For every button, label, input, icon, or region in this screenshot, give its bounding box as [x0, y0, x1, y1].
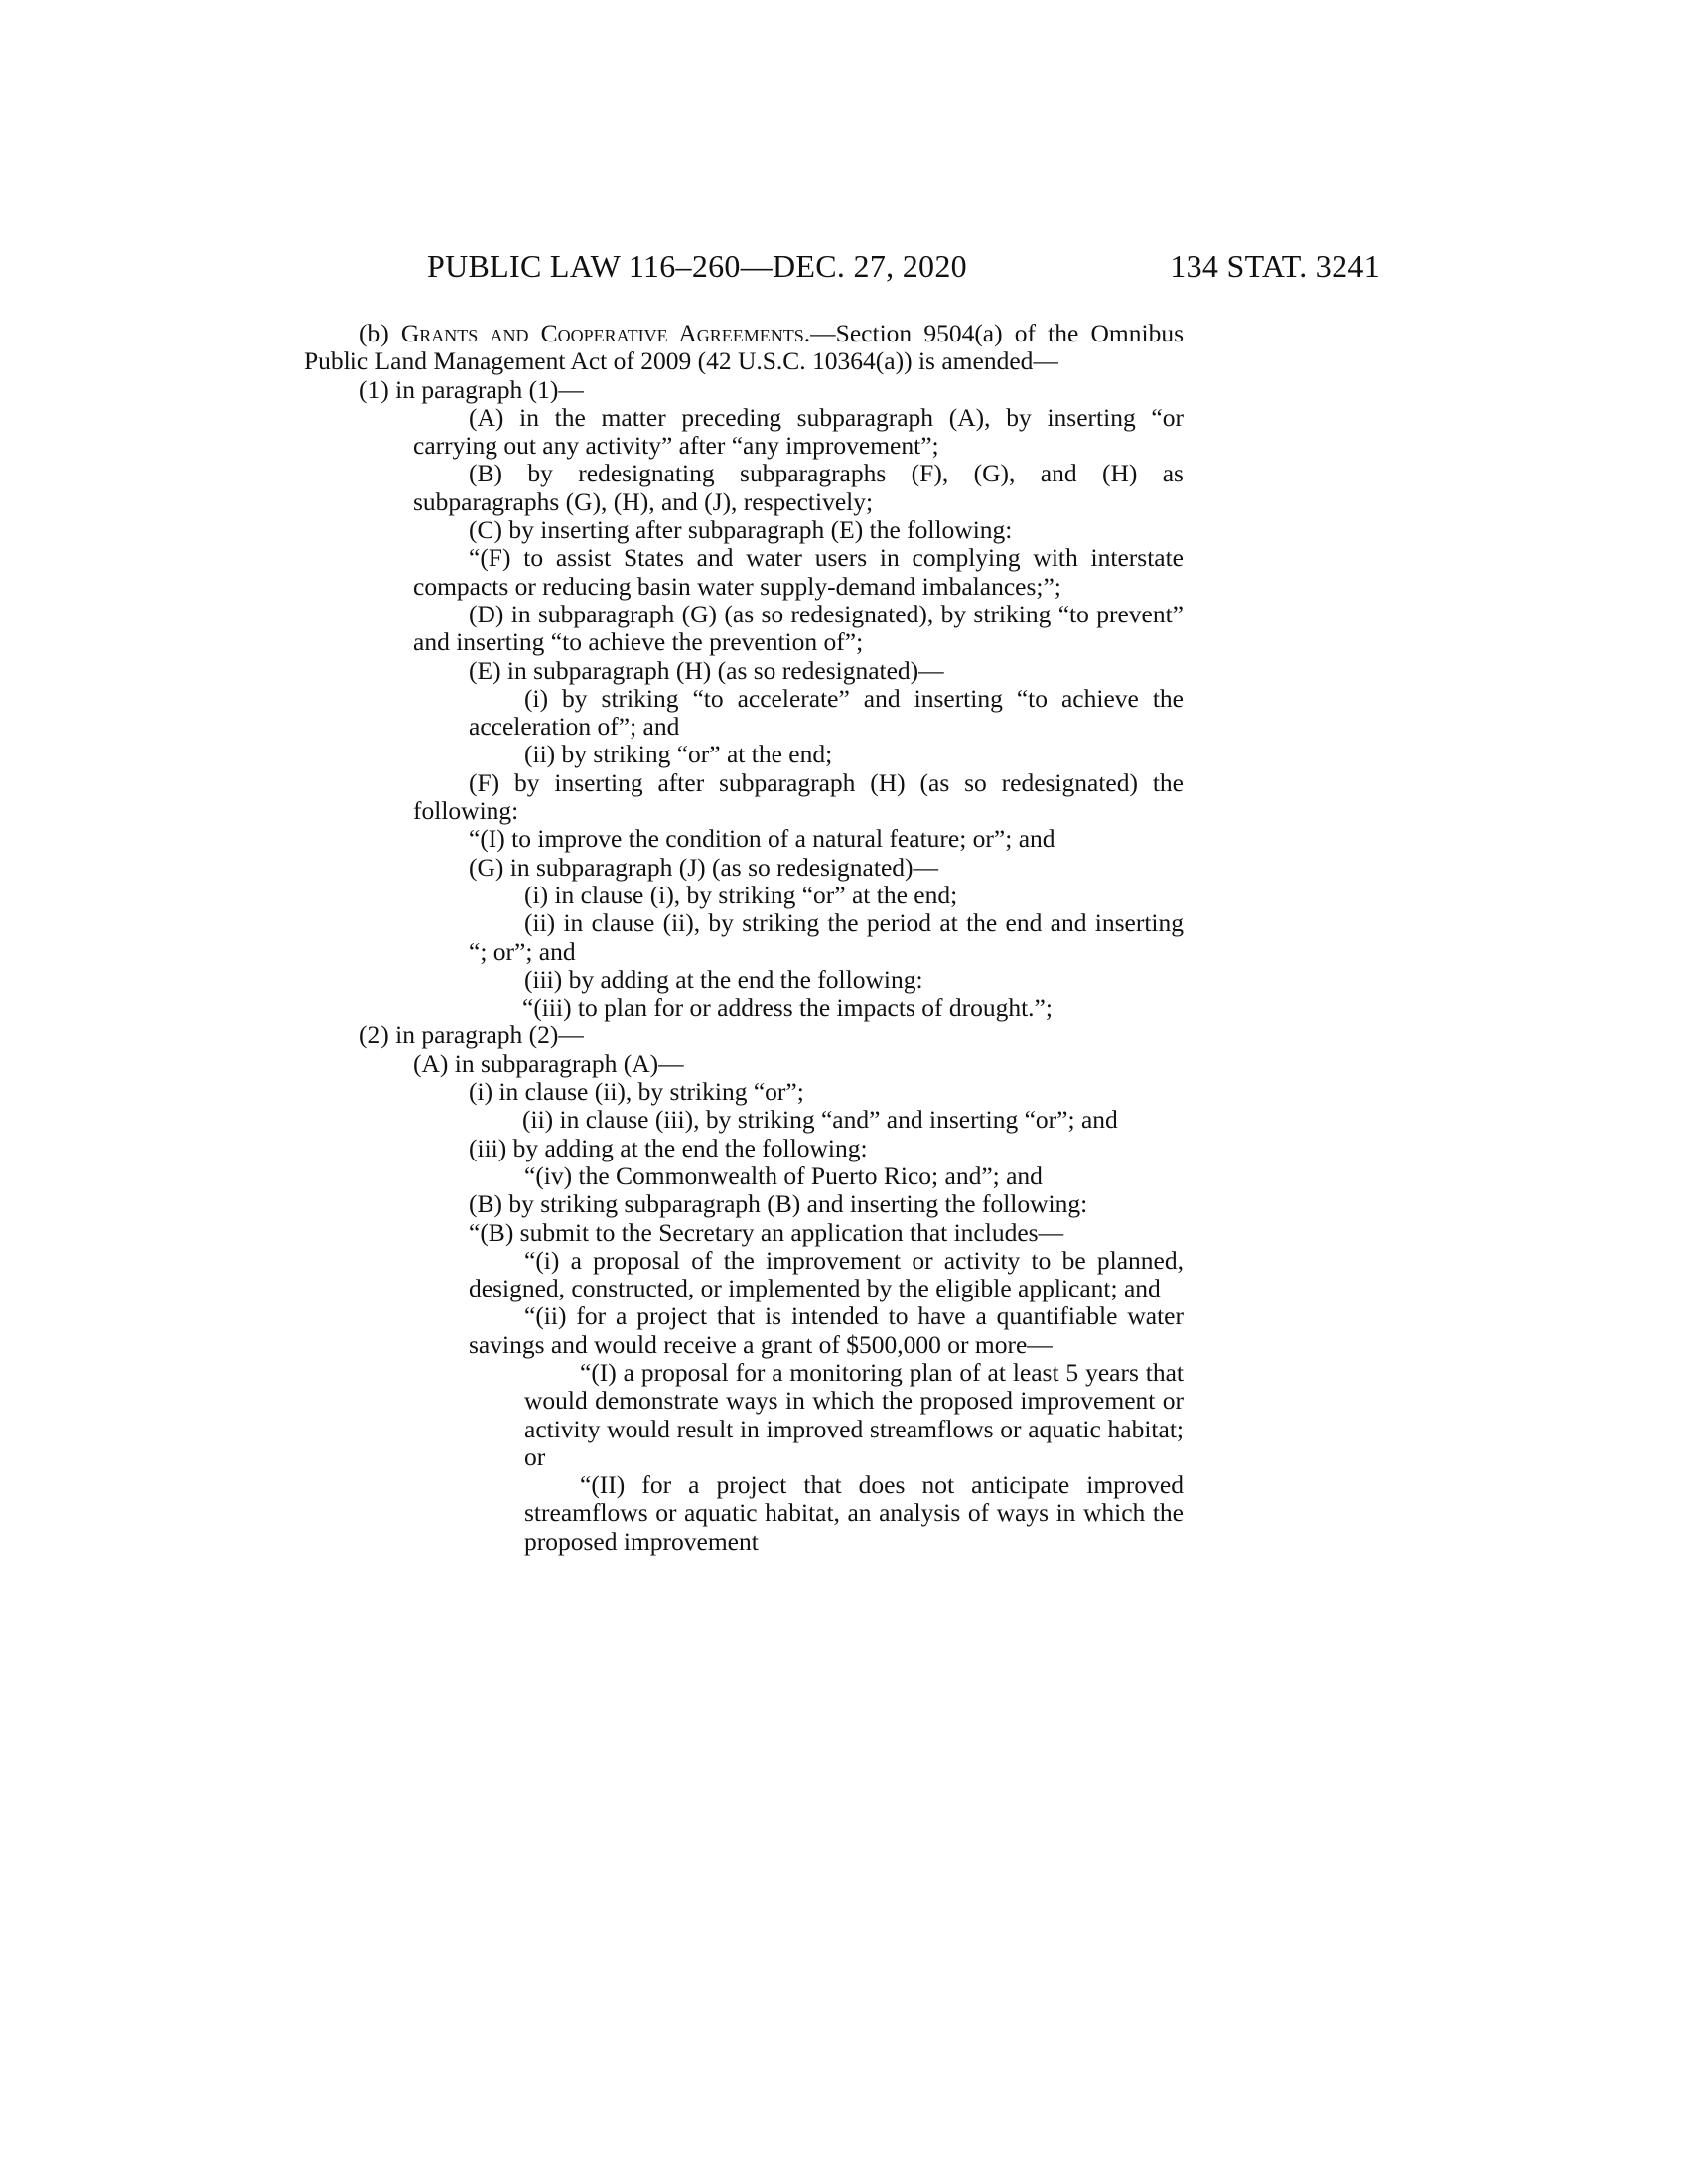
paragraph-1-A: (A) in the matter preceding subparagraph (A), by inserting “or carrying out any activity” after “any improvement”; — [413, 402, 1184, 461]
paragraph-1: (1) in paragraph (1)— — [359, 374, 584, 404]
paragraph-1-C-quote: “(F) to assist States and water users in complying with interstate compacts or reducing basin water supply-demand imbalances;”; — [413, 543, 1184, 601]
paragraph-2-B-quote-i: “(i) a proposal of the improvement or activity to be planned, designed, constructed, or implemented by the eligible applicant; and — [469, 1245, 1184, 1303]
paragraph-2-B-quote-ii: “(ii) for a project that is intended to have a quantifiable water savings and would receive a grant of $500,000 or more— — [469, 1301, 1184, 1359]
document-body — [304, 320, 1184, 1556]
paragraph-2-B-quote: “(B) submit to the Secretary an application that includes— — [469, 1217, 1064, 1247]
paragraph-1-G-iii-quote: “(iii) to plan for or address the impacts of drought.”; — [522, 993, 1053, 1023]
paragraph-2-A-iii-quote: “(iv) the Commonwealth of Puerto Rico; and”; and — [524, 1160, 1043, 1190]
header-page-number: 134 STAT. 3241 — [1170, 248, 1380, 284]
paragraph-1-G: (G) in subparagraph (J) (as so redesignated)— — [469, 852, 939, 882]
page-header — [427, 248, 1380, 288]
paragraph-1-B: (B) by redesignating subparagraphs (F), (G), and (H) as subparagraphs (G), (H), and (J), respectively; — [413, 459, 1184, 516]
paragraph-2-A-i: (i) in clause (ii), by striking “or”; — [469, 1077, 804, 1107]
paragraph-1-E-ii: (ii) by striking “or” at the end; — [524, 740, 833, 769]
paragraph-1-F-quote: “(I) to improve the condition of a natural feature; or”; and — [469, 824, 1055, 854]
paragraph-1-G-iii: (iii) by adding at the end the following: — [524, 964, 923, 994]
paragraph-1-F: (F) by inserting after subparagraph (H) (as so redesignated) the following: — [413, 767, 1184, 826]
paragraph-2-B: (B) by striking subparagraph (B) and inserting the following: — [469, 1189, 1088, 1219]
paragraph-1-G-ii: (ii) in clause (ii), by striking the period at the end and inserting “; or”; and — [469, 908, 1184, 966]
paragraph-1-D: (D) in subparagraph (G) (as so redesignated), by striking “to prevent” and inserting “to achieve the prevention of”; — [413, 599, 1184, 657]
paragraph-2-A-ii: (ii) in clause (iii), by striking “and” and inserting “or”; and — [522, 1105, 1118, 1135]
paragraph-2-B-quote-ii-I: “(I) a proposal for a monitoring plan of at least 5 years that would demonstrate ways in which the proposed improvement or activity would result in improved streamflows or aquatic habitat; or — [524, 1357, 1184, 1471]
header-citation: PUBLIC LAW 116–260—DEC. 27, 2020 — [427, 248, 967, 284]
paragraph-2-A: (A) in subparagraph (A)— — [413, 1048, 684, 1078]
paragraph-2-A-iii: (iii) by adding at the end the following: — [469, 1133, 868, 1162]
paragraph-2: (2) in paragraph (2)— — [359, 1021, 584, 1050]
paragraph-1-E: (E) in subparagraph (H) (as so redesignated)— — [469, 655, 944, 685]
paragraph-1-E-i: (i) by striking “to accelerate” and inserting “to achieve the acceleration of”; and — [469, 683, 1184, 742]
paragraph-1-G-i: (i) in clause (i), by striking “or” at the end; — [524, 880, 958, 909]
section-heading: Grants and Cooperative Agreements — [400, 319, 804, 347]
paragraph-2-B-quote-ii-II: “(II) for a project that does not anticipate improved streamflows or aquatic habitat, an analysis of ways in which the proposed improvement — [524, 1470, 1184, 1556]
paragraph-b: (b) Grants and Cooperative Agreements.—Section 9504(a) of the Omnibus Public Land Management Act of 2009 (42 U.S.C. 10364(a)) is amended— — [304, 319, 1184, 376]
paragraph-1-C: (C) by inserting after subparagraph (E) the following: — [469, 515, 1013, 545]
